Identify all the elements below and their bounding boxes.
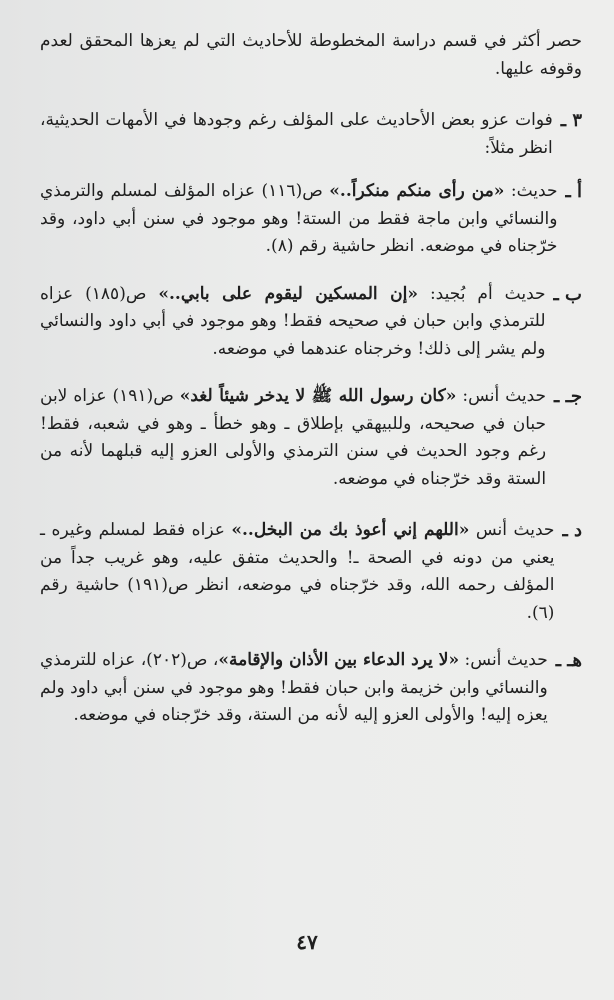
list-item-e: [40, 647, 582, 730]
hadith-commentary: ص(١٩١) عزاه لابن حبان في صحيحه، وللبيهقي بإطلاق ـ وهو خطأ ـ وهو في شعبه، فقط! رغم وجود الحديث في سنن الترمذي والأولى العزو إليه قبلهما لأنه من الستة وقد خرّجناه في موضعه.: [40, 386, 547, 489]
section-3-text: فوات عزو بعض الأحاديث على المؤلف رغم وجودها في الأمهات الحديثية، انظر مثلاً:: [40, 110, 553, 158]
list-item-marker: ب ـ: [553, 283, 582, 305]
list-item-text: [40, 178, 557, 261]
hadith-quote: «لا يرد الدعاء بين الأذان والإقامة»: [218, 650, 460, 670]
list-item-marker: د ـ: [562, 520, 582, 541]
list-item-marker: جـ ـ: [554, 386, 582, 407]
hadith-prefix: حديث أنس:: [459, 650, 548, 670]
list-item-text: [40, 517, 554, 627]
list-item-b: [40, 281, 582, 364]
list-item-text: [40, 647, 548, 730]
hadith-quote: «من رأى منكم منكراً..»: [329, 181, 505, 201]
list-item-a: [40, 178, 582, 261]
intro-paragraph: حصر أكثر في قسم دراسة المخطوطة للأحاديث التي لم يعزها المحقق لعدم وقوفه عليها.: [40, 31, 582, 79]
hadith-commentary: ص(١١٦) عزاه المؤلف لمسلم والترمذي والنسائي وابن ماجة فقط من الستة! وهو موجود في سنن أبي داود، وقد خرّجناه في موضعه. انظر حاشية رقم (٨).: [40, 181, 558, 256]
list-item-text: [40, 383, 546, 493]
hadith-prefix: حديث أنس: [469, 520, 555, 540]
hadith-prefix: حديث أنس:: [456, 386, 547, 406]
list-item-d: [40, 517, 582, 627]
hadith-commentary: عزاه فقط لمسلم وغيره ـ يعني من دونه في الصحة ـ! والحديث متفق عليه، وهو غريب جداً من المؤلف رحمه الله، وقد خرّجناه في موضعه، انظر ص(١٩١) حاشية رقم (٦).: [40, 520, 555, 623]
hadith-prefix: حديث:: [504, 181, 558, 201]
hadith-prefix: حديث أم بُجيد:: [417, 283, 546, 304]
list-item-marker: هـ ـ: [555, 650, 582, 671]
section-3-number: ٣ ـ: [560, 110, 582, 131]
list-item-text: [40, 281, 546, 364]
hadith-quote: «اللهم إني أعوذ بك من البخل..»: [231, 520, 470, 540]
hadith-quote: «إن المسكين ليقوم على بابي..»: [158, 283, 418, 304]
hadith-quote: «كان رسول الله ﷺ لا يدخر شيئاً لغد»: [179, 386, 457, 406]
page-body: [40, 28, 582, 730]
list-item-c: [40, 383, 582, 493]
list-item-marker: أ ـ: [565, 181, 582, 202]
hadith-commentary: ، ص(٢٠٢)، عزاه للترمذي والنسائي وابن خزيمة وابن حبان فقط! وهو موجود في سنن أبي داود ولم يعزه إليه! والأولى العزو إليه لأنه من الستة، وقد خرّجناه في موضعه.: [40, 650, 548, 725]
hadith-commentary: ص(١٨٥) عزاه للترمذي وابن حبان في صحيحه فقط! وهو موجود في أبي داود والنسائي ولم يشر إلى ذلك! وخرجناه عندهما في موضعه.: [40, 283, 546, 359]
section-3: [40, 107, 582, 162]
page-number: ٤٧: [296, 930, 318, 954]
